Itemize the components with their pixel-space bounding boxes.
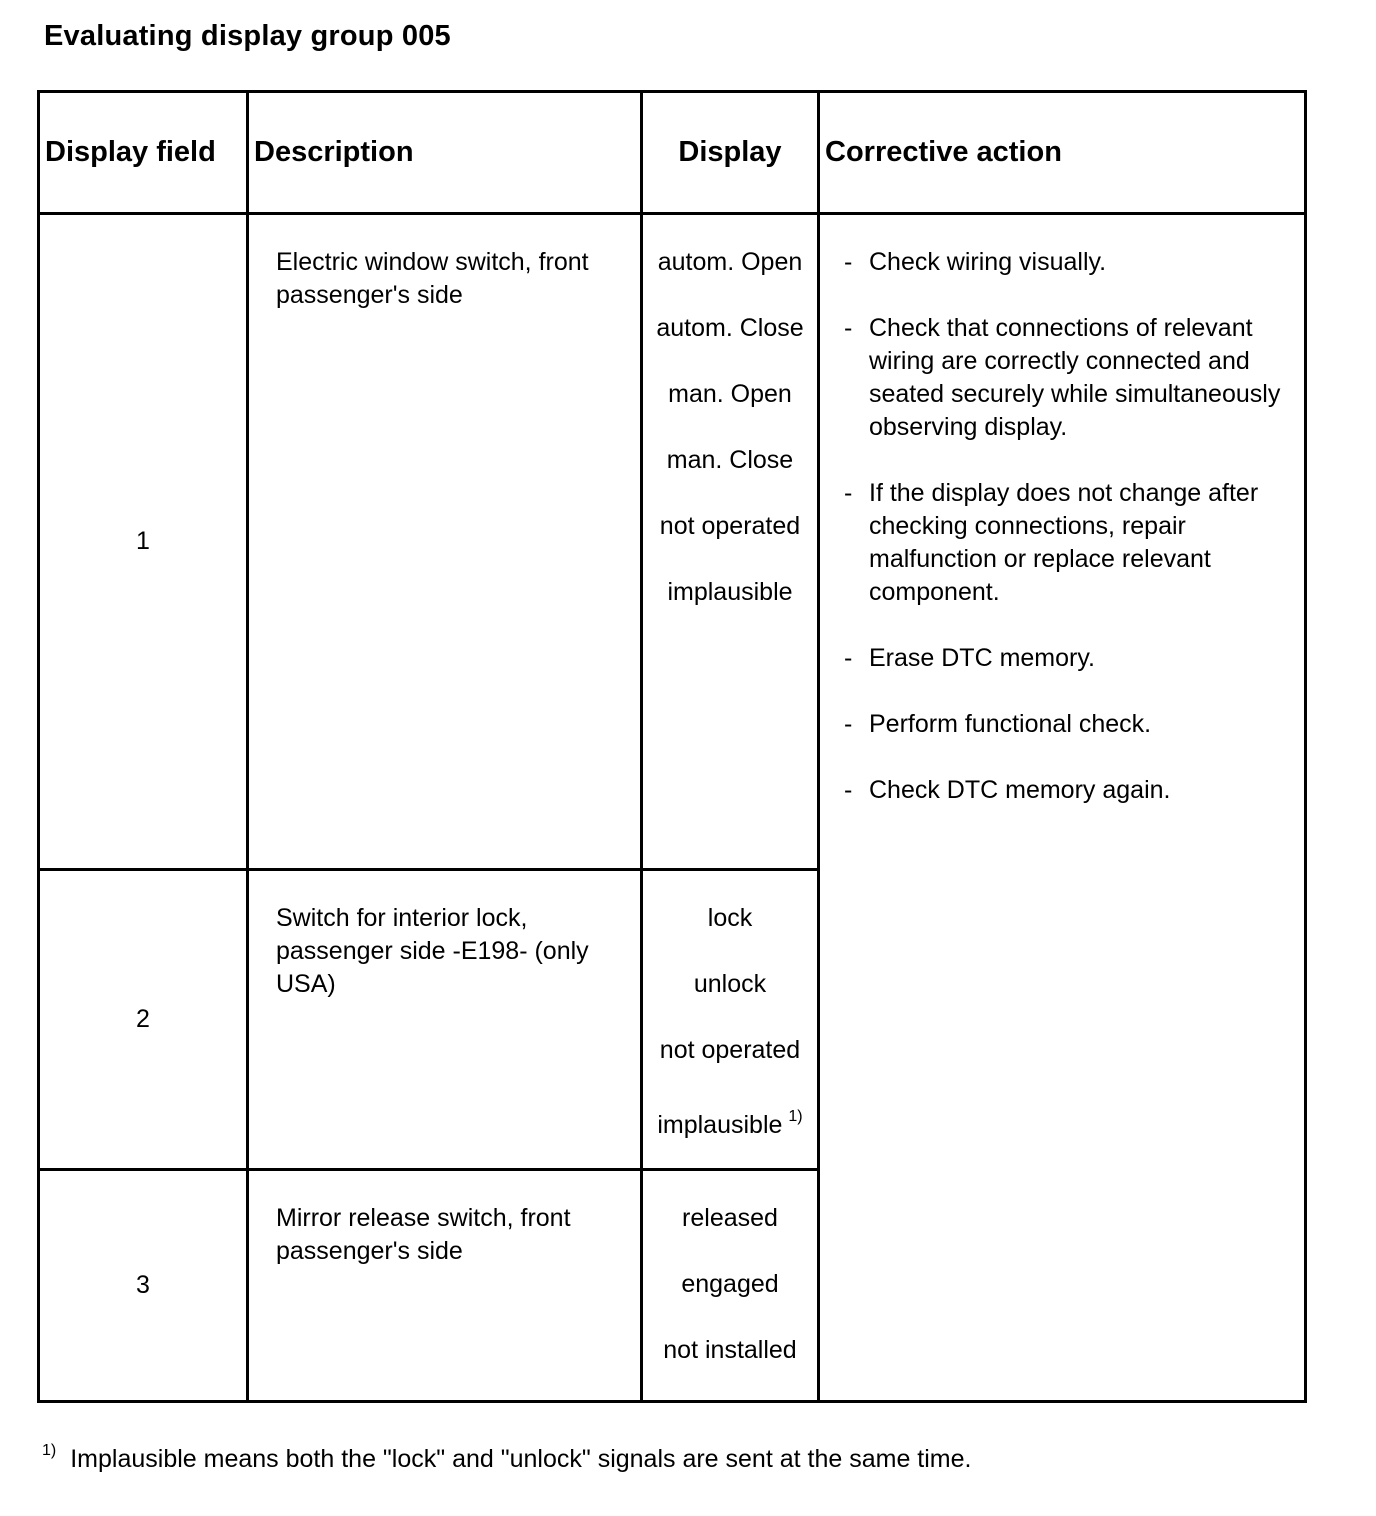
bullet-dash: - [844, 710, 853, 738]
description-cell [248, 870, 642, 1170]
page-title: Evaluating display group 005 [44, 20, 451, 52]
description-text: Mirror release switch, front passenger's side [276, 1204, 571, 1265]
display-field-cell: 3 [39, 1170, 248, 1402]
bullet-dash: - [844, 248, 853, 276]
display-cell [642, 870, 819, 1170]
action-item [844, 477, 1284, 609]
bullet-dash: - [844, 479, 853, 507]
bullet-dash: - [844, 314, 853, 342]
display-value: autom. Close [656, 314, 804, 342]
action-text: Check wiring visually. [869, 248, 1107, 276]
display-value: implausible [667, 578, 793, 606]
action-text: Check that connections of relevant wiring are correctly connected and seated securely while simultaneously observing display. [869, 314, 1281, 441]
description-text: Electric window switch, front passenger's side [276, 248, 589, 309]
display-value-footnoted [643, 1100, 817, 1166]
header-description: Description [248, 92, 642, 214]
table-header-row [39, 92, 1306, 214]
bullet-dash: - [844, 644, 853, 672]
display-value: man. Close [666, 446, 794, 474]
display-value: lock [707, 904, 753, 932]
display-value: not operated [659, 512, 801, 540]
action-text: Perform functional check. [869, 710, 1152, 738]
display-cell [642, 1170, 819, 1402]
description-cell [248, 1170, 642, 1402]
action-text: Erase DTC memory. [869, 644, 1095, 672]
action-item [844, 642, 1284, 675]
header-corrective-action: Corrective action [819, 92, 1306, 214]
display-group-table [37, 90, 1307, 1403]
footnote-marker: 1) [42, 1442, 57, 1459]
bullet-dash: - [844, 776, 853, 804]
display-value: man. Open [668, 380, 792, 408]
description-cell [248, 214, 642, 870]
action-item [844, 708, 1284, 741]
display-cell [642, 214, 819, 870]
display-field-cell: 2 [39, 870, 248, 1170]
corrective-action-cell [819, 214, 1306, 1402]
description-text: Switch for interior lock, passenger side -E198- (only USA) [276, 904, 589, 998]
display-value: not operated [659, 1036, 801, 1064]
action-item [844, 246, 1284, 279]
action-item [844, 774, 1284, 807]
table-row [39, 214, 1306, 870]
footnote [42, 1442, 971, 1474]
action-text: If the display does not change after checking connections, repair malfunction or replace relevant component. [869, 479, 1259, 606]
display-value: engaged [681, 1270, 779, 1298]
header-display-field: Display field [39, 92, 248, 214]
footnote-ref: 1) [788, 1108, 803, 1125]
display-field-cell: 1 [39, 214, 248, 870]
display-value: autom. Open [657, 248, 803, 276]
footnote-text: Implausible means both the "lock" and "unlock" signals are sent at the same time. [70, 1445, 972, 1473]
header-display: Display [642, 92, 819, 214]
display-value: unlock [693, 970, 767, 998]
action-item [844, 312, 1284, 444]
display-value: released [682, 1204, 778, 1232]
display-value: implausible [657, 1111, 783, 1139]
action-text: Check DTC memory again. [869, 776, 1171, 804]
display-value: not installed [663, 1336, 797, 1364]
